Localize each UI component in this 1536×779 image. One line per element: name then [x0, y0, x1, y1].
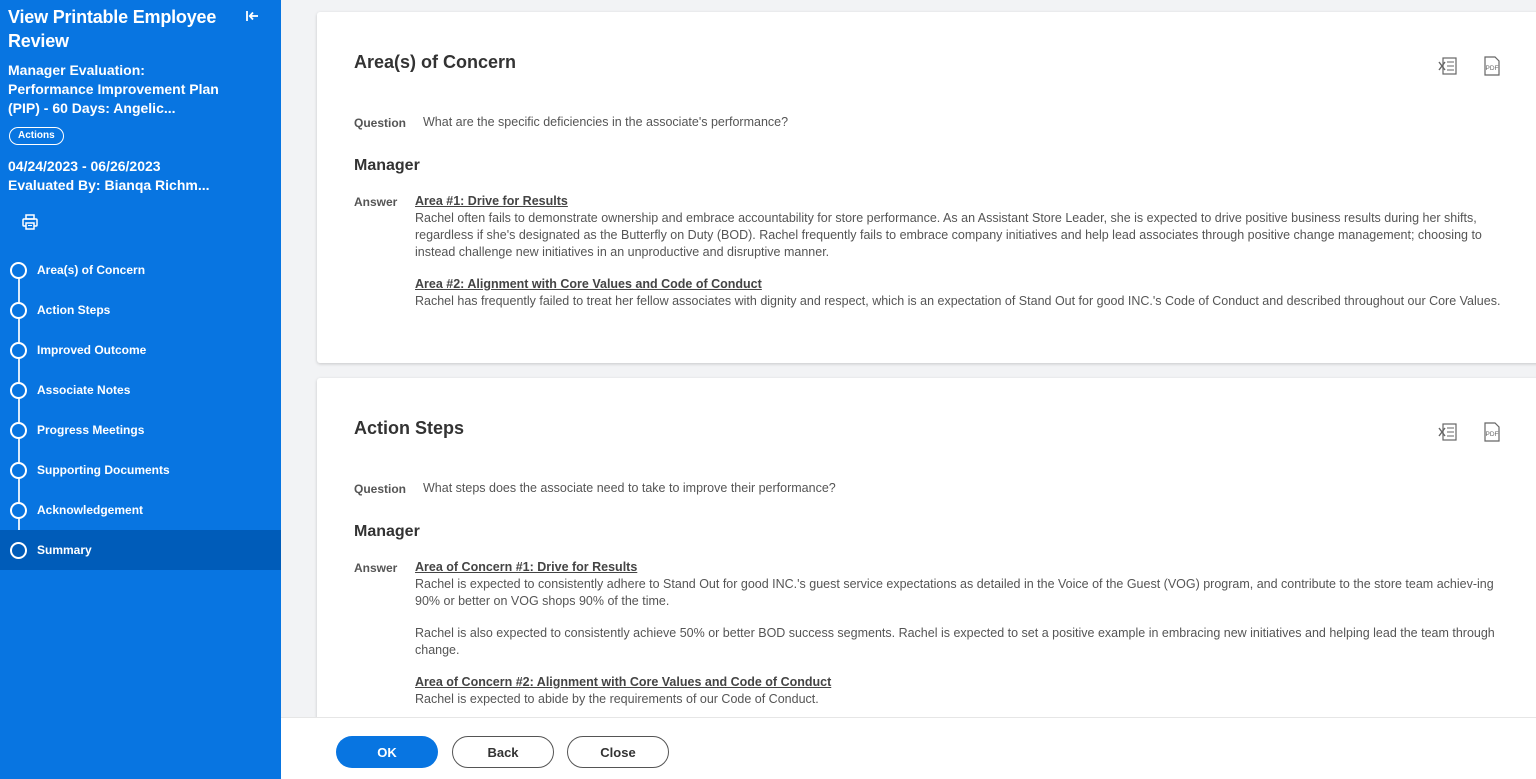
- nav-step-areas-of-concern[interactable]: [0, 250, 281, 290]
- answer-block: [415, 625, 1505, 659]
- answer-heading: Area #2: Alignment with Core Values and Code of Conduct: [415, 277, 762, 291]
- step-label: Area(s) of Concern: [37, 263, 146, 277]
- step-label: Improved Outcome: [37, 343, 147, 357]
- answer-heading: Area #1: Drive for Results: [415, 194, 568, 208]
- nav-step-progress-meetings[interactable]: [0, 410, 281, 450]
- section-navigation: [0, 250, 281, 570]
- question-text: What steps does the associate need to take to improve their performance?: [423, 481, 836, 495]
- nav-step-action-steps[interactable]: [0, 290, 281, 330]
- step-circle-icon: [10, 342, 27, 359]
- answer-heading: Area of Concern #1: Drive for Results: [415, 560, 638, 574]
- manager-heading: Manager: [354, 523, 420, 540]
- pdf-icon-text: PDF: [1485, 431, 1499, 438]
- page-title: View Printable Employee Review: [8, 7, 217, 51]
- step-circle-icon: [10, 422, 27, 439]
- answer-label: Answer: [354, 561, 398, 575]
- back-button[interactable]: Back: [452, 736, 554, 768]
- actions-button[interactable]: Actions: [9, 127, 64, 145]
- excel-export-icon[interactable]: [1437, 55, 1459, 77]
- answer-paragraph: Rachel often fails to demonstrate ownership and embrace accountability for store performance. As an Assistant Store Leader, she is expected to drive positive business results during her shifts, regardless if she's designated as the Butterfly on Duty (BOD). Rachel frequently fails to embrace company initiatives and help lead associates through positive change management; choosing to instead challenge new initiatives in an unproductive and disruptive manner.: [415, 211, 1482, 259]
- question-text: What are the specific deficiencies in the associate's performance?: [423, 115, 789, 129]
- nav-step-acknowledgement[interactable]: [0, 490, 281, 530]
- evaluated-by: Evaluated By: Bianqa Richm...: [8, 177, 210, 193]
- answer-label: Answer: [354, 195, 398, 209]
- ok-button[interactable]: OK: [336, 736, 438, 768]
- answer-paragraph: Rachel is expected to consistently adhere to Stand Out for good INC.'s guest service expectations as detailed in the Voice of the Guest (VOG) program, and contribute to the store team achiev-ing 90% or better on VOG shops 90% of the time.: [415, 577, 1494, 608]
- pdf-export-icon[interactable]: [1481, 421, 1503, 443]
- section-card-areas-of-concern: [317, 12, 1536, 363]
- review-dates: 04/24/2023 - 06/26/2023: [8, 158, 161, 174]
- answer-paragraph: Rachel is also expected to consistently achieve 50% or better BOD success segments. Rachel is expected to set a positive example in embracing new initiatives and helping lead the team through change.: [415, 626, 1495, 657]
- pdf-export-icon[interactable]: [1481, 55, 1503, 77]
- nav-step-associate-notes[interactable]: [0, 370, 281, 410]
- step-circle-icon: [10, 542, 27, 559]
- footer-bar: [281, 717, 1536, 779]
- answer-block: [415, 276, 1505, 310]
- section-title: Area(s) of Concern: [354, 52, 517, 72]
- question-label: Question: [354, 482, 407, 496]
- step-circle-icon: [10, 382, 27, 399]
- collapse-sidebar-icon[interactable]: [243, 7, 263, 25]
- step-label: Summary: [37, 543, 92, 557]
- step-label: Supporting Documents: [37, 463, 170, 477]
- nav-step-summary[interactable]: [0, 530, 281, 570]
- nav-step-supporting-documents[interactable]: [0, 450, 281, 490]
- section-title: Action Steps: [354, 418, 465, 438]
- nav-step-improved-outcome[interactable]: [0, 330, 281, 370]
- answer-text: [415, 193, 1505, 325]
- answer-heading: Area of Concern #2: Alignment with Core Values and Code of Conduct: [415, 675, 832, 689]
- step-label: Action Steps: [37, 303, 111, 317]
- answer-text: [415, 559, 1505, 717]
- answer-block: [415, 193, 1505, 261]
- pdf-icon-text: PDF: [1485, 65, 1499, 72]
- answer-block: [415, 674, 1505, 708]
- excel-export-icon[interactable]: [1437, 421, 1459, 443]
- step-circle-icon: [10, 262, 27, 279]
- print-icon[interactable]: [21, 213, 39, 231]
- sidebar: [0, 0, 281, 779]
- review-subtitle: Manager Evaluation: Performance Improvement Plan (PIP) - 60 Days: Angelic...: [8, 62, 219, 116]
- manager-heading: Manager: [354, 157, 420, 174]
- main-content[interactable]: [281, 0, 1536, 717]
- step-circle-icon: [10, 302, 27, 319]
- review-period: [8, 157, 248, 195]
- answer-block: [415, 559, 1505, 610]
- step-label: Progress Meetings: [37, 423, 145, 437]
- step-label: Associate Notes: [37, 383, 131, 397]
- section-card-action-steps: [317, 378, 1536, 717]
- step-circle-icon: [10, 462, 27, 479]
- answer-paragraph: Rachel has frequently failed to treat her fellow associates with dignity and respect, which is an expectation of Stand Out for good INC.'s Code of Conduct and described throughout our Core Values.: [415, 294, 1501, 308]
- answer-paragraph: Rachel is expected to abide by the requirements of our Code of Conduct.: [415, 692, 819, 706]
- step-circle-icon: [10, 502, 27, 519]
- step-label: Acknowledgement: [37, 503, 144, 517]
- question-label: Question: [354, 116, 407, 130]
- close-button[interactable]: Close: [567, 736, 669, 768]
